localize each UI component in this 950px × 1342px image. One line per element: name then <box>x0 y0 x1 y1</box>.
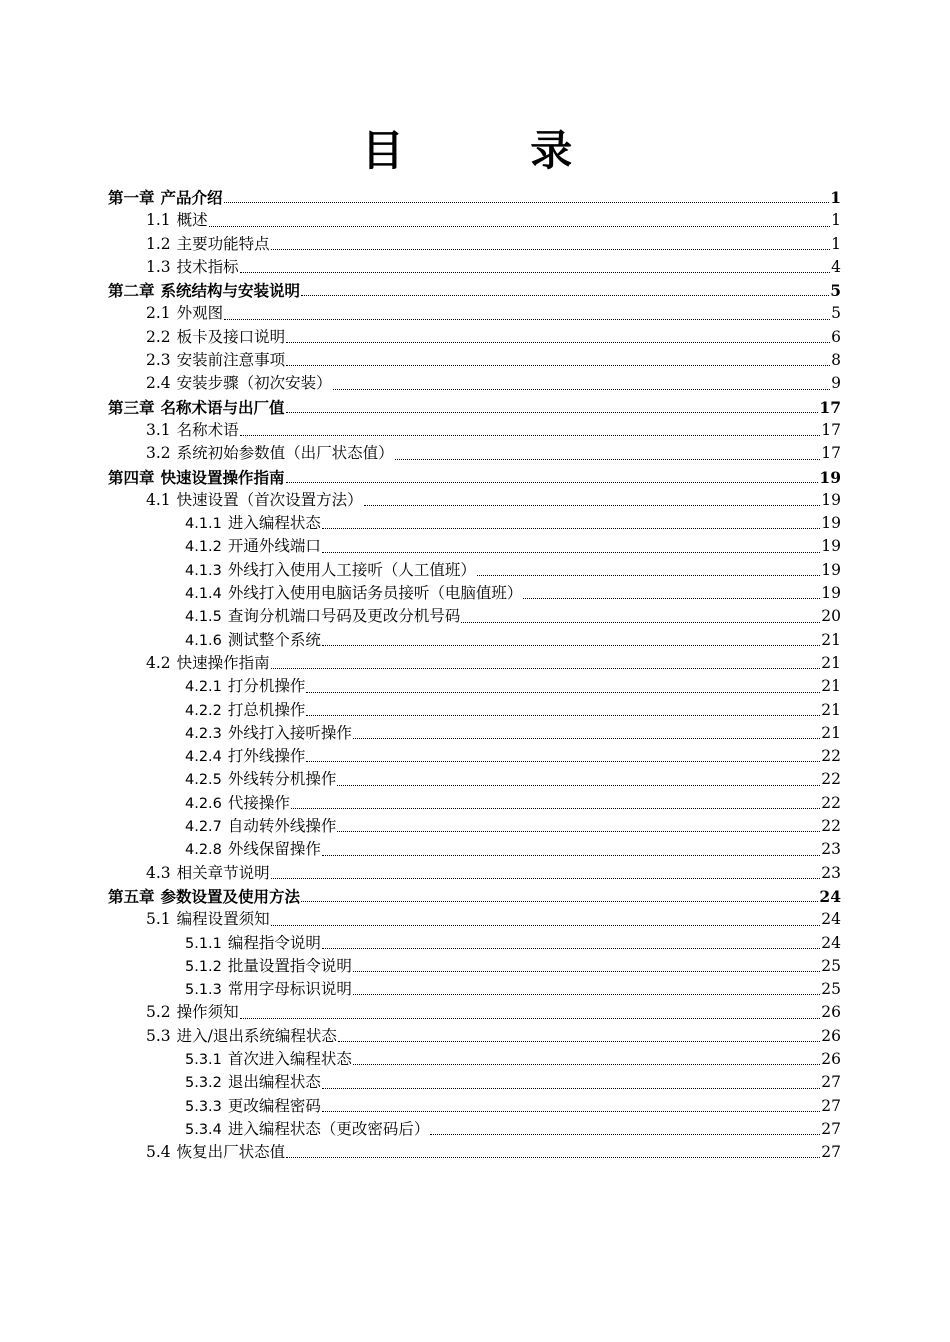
toc-entry[interactable] <box>108 722 841 745</box>
toc-entry-page-number: 17 <box>821 420 841 439</box>
dot-leader <box>523 598 820 599</box>
toc-entry-number: 4.2.7 <box>185 819 222 836</box>
dot-leader <box>271 925 821 926</box>
dot-leader <box>338 1041 820 1042</box>
toc-entry-page-number: 4 <box>831 257 841 276</box>
toc-entry-title: 操作须知 <box>176 1003 239 1022</box>
toc-entry[interactable] <box>108 1095 841 1118</box>
toc-entry[interactable] <box>108 419 841 442</box>
toc-entry[interactable] <box>108 768 841 791</box>
toc-entry[interactable] <box>108 1118 841 1141</box>
dot-leader <box>333 389 830 390</box>
toc-entry[interactable] <box>108 512 841 535</box>
toc-entry-title: 首次进入编程状态 <box>227 1049 352 1068</box>
toc-entry-number: 2.2 <box>146 327 171 346</box>
toc-entry[interactable] <box>108 372 841 395</box>
toc-entry-number: 第四章 <box>108 467 155 487</box>
toc-entry[interactable] <box>108 302 841 325</box>
dot-leader <box>224 319 830 320</box>
dot-leader <box>353 971 820 972</box>
toc-entry[interactable] <box>108 955 841 978</box>
toc-entry-title: 主要功能特点 <box>176 234 270 253</box>
toc-entry-title: 更改编程密码 <box>227 1096 321 1115</box>
dot-leader <box>322 855 820 856</box>
toc-entry-page-number: 22 <box>821 793 841 812</box>
toc-entry[interactable] <box>108 605 841 628</box>
toc-entry[interactable] <box>108 326 841 349</box>
toc-entry-page-number: 21 <box>821 677 841 696</box>
toc-entry-title: 外线转分机操作 <box>227 770 337 789</box>
dot-leader <box>240 272 830 273</box>
toc-entry-number: 1.2 <box>146 234 171 253</box>
toc-entry-page-number: 25 <box>821 980 841 999</box>
dot-leader <box>364 505 821 506</box>
toc-entry[interactable] <box>108 838 841 861</box>
toc-entry-page-number: 26 <box>821 1003 841 1022</box>
toc-entry-title: 退出编程状态 <box>227 1073 321 1092</box>
page-title: 目 录 <box>361 126 629 175</box>
toc-entry-page-number: 19 <box>821 537 841 556</box>
toc-entry-page-number: 19 <box>821 560 841 579</box>
dot-leader <box>306 761 820 762</box>
toc-entry-page-number: 1 <box>831 211 841 230</box>
toc-entry-title: 代接操作 <box>227 793 290 812</box>
toc-entry[interactable] <box>108 349 841 372</box>
toc-entry-page-number: 20 <box>821 607 841 626</box>
toc-entry[interactable] <box>108 442 841 465</box>
dot-leader <box>286 482 819 483</box>
toc-entry[interactable] <box>108 582 841 605</box>
toc-entry-title: 编程设置须知 <box>176 910 270 929</box>
toc-entry[interactable] <box>108 885 841 908</box>
toc-entry[interactable] <box>108 932 841 955</box>
toc-entry-page-number: 8 <box>831 351 841 370</box>
toc-entry-title: 进入编程状态 <box>227 514 321 533</box>
toc-entry-title: 外线打入接听操作 <box>227 723 352 742</box>
dot-leader <box>322 1088 820 1089</box>
toc-entry-number: 2.1 <box>146 304 171 323</box>
dot-leader <box>286 412 819 413</box>
toc-entry-page-number: 1 <box>831 234 841 253</box>
toc-entry-number: 2.3 <box>146 351 171 370</box>
toc-entry-number: 1.3 <box>146 257 171 276</box>
toc-entry-number: 4.2 <box>146 653 171 672</box>
toc-entry-page-number: 5 <box>830 281 841 301</box>
toc-entry-number: 5.3 <box>146 1026 171 1045</box>
toc-entry[interactable] <box>108 675 841 698</box>
toc-entry-number: 4.1.3 <box>185 562 222 579</box>
toc-entry[interactable] <box>108 792 841 815</box>
dot-leader <box>286 365 830 366</box>
toc-entry-title: 打总机操作 <box>227 700 306 719</box>
toc-entry[interactable] <box>108 1071 841 1094</box>
toc-entry-number: 3.2 <box>146 444 171 463</box>
toc-entry-page-number: 21 <box>821 700 841 719</box>
toc-entry-page-number: 27 <box>821 1073 841 1092</box>
toc-entry-number: 5.2 <box>146 1003 171 1022</box>
dot-leader <box>322 645 820 646</box>
toc-entry-number: 4.1.4 <box>185 586 222 603</box>
toc-entry[interactable] <box>108 652 841 675</box>
toc-entry[interactable] <box>108 233 841 256</box>
toc-entry-title: 进入/退出系统编程状态 <box>176 1026 337 1045</box>
dot-leader <box>306 715 820 716</box>
toc-entry[interactable] <box>108 535 841 558</box>
toc-entry-page-number: 27 <box>821 1096 841 1115</box>
toc-entry-title: 测试整个系统 <box>227 630 321 649</box>
dot-leader <box>322 948 820 949</box>
toc-entry-page-number: 17 <box>821 444 841 463</box>
toc-entry-number: 4.2.3 <box>185 725 222 742</box>
toc-entry-number: 2.4 <box>146 374 171 393</box>
toc-entry-page-number: 22 <box>821 770 841 789</box>
toc-entry-page-number: 19 <box>821 490 841 509</box>
toc-entry-page-number: 23 <box>821 863 841 882</box>
toc-entry-page-number: 24 <box>819 886 841 906</box>
dot-leader <box>291 808 820 809</box>
toc-entry-page-number: 25 <box>821 956 841 975</box>
toc-entry-number: 5.3.4 <box>185 1121 222 1138</box>
toc-entry-number: 4.2.6 <box>185 795 222 812</box>
toc-entry-title: 快速设置操作指南 <box>160 467 285 487</box>
toc-entry-title: 查询分机端口号码及更改分机号码 <box>227 607 461 626</box>
toc-entry[interactable] <box>108 699 841 722</box>
toc-entry-number: 4.1 <box>146 490 171 509</box>
dot-leader <box>322 1111 820 1112</box>
toc-entry-title: 恢复出厂状态值 <box>176 1143 286 1162</box>
toc-entry-page-number: 21 <box>821 653 841 672</box>
toc-entry-number: 5.1.3 <box>185 982 222 999</box>
toc-entry-title: 安装前注意事项 <box>176 351 286 370</box>
toc-entry[interactable] <box>108 1141 841 1164</box>
toc-entry-title: 开通外线端口 <box>227 537 321 556</box>
toc-entry-page-number: 22 <box>821 747 841 766</box>
toc-entry-number: 5.4 <box>146 1143 171 1162</box>
toc-entry[interactable] <box>108 908 841 931</box>
toc-entry[interactable] <box>108 745 841 768</box>
dot-leader <box>337 785 820 786</box>
toc-entry-page-number: 19 <box>821 584 841 603</box>
toc-entry-page-number: 9 <box>831 374 841 393</box>
toc-entry-number: 第二章 <box>108 281 155 301</box>
toc-entry-title: 参数设置及使用方法 <box>160 886 301 906</box>
toc-entry-page-number: 5 <box>831 304 841 323</box>
toc-entry[interactable] <box>108 629 841 652</box>
toc-entry-title: 打外线操作 <box>227 747 306 766</box>
toc-entry[interactable] <box>108 1001 841 1024</box>
toc-entry-page-number: 6 <box>831 327 841 346</box>
toc-entry-number: 1.1 <box>146 211 171 230</box>
toc-entry-page-number: 24 <box>821 910 841 929</box>
dot-leader <box>286 1157 820 1158</box>
toc-entry-page-number: 19 <box>819 467 841 487</box>
dot-leader <box>461 622 820 623</box>
toc-entry-number: 5.3.1 <box>185 1051 222 1068</box>
toc-entry-title: 外线打入使用人工接听（人工值班） <box>227 560 476 579</box>
toc-entry-page-number: 22 <box>821 817 841 836</box>
dot-leader <box>353 994 820 995</box>
toc-entry-number: 5.1.1 <box>185 935 222 952</box>
toc-entry-title: 批量设置指令说明 <box>227 956 352 975</box>
toc-entry-title: 概述 <box>176 211 208 230</box>
toc-entry[interactable] <box>108 1025 841 1048</box>
toc-entry-title: 名称术语与出厂值 <box>160 397 285 417</box>
dot-leader <box>322 552 820 553</box>
dot-leader <box>353 1064 820 1065</box>
toc-entry-page-number: 27 <box>821 1119 841 1138</box>
table-of-contents <box>108 186 841 1164</box>
toc-entry-title: 编程指令说明 <box>227 933 321 952</box>
toc-entry-title: 技术指标 <box>176 257 239 276</box>
toc-entry-title: 系统初始参数值（出厂状态值） <box>176 444 394 463</box>
toc-entry[interactable] <box>108 862 841 885</box>
toc-entry-number: 3.1 <box>146 420 171 439</box>
dot-leader <box>395 459 821 460</box>
toc-entry-page-number: 21 <box>821 630 841 649</box>
toc-entry-page-number: 24 <box>821 933 841 952</box>
toc-entry-title: 进入编程状态（更改密码后） <box>227 1119 430 1138</box>
toc-entry-title: 外线打入使用电脑话务员接听（电脑值班） <box>227 584 523 603</box>
toc-entry-title: 外观图 <box>176 304 224 323</box>
toc-entry-number: 4.3 <box>146 863 171 882</box>
toc-entry[interactable] <box>108 489 841 512</box>
toc-entry-title: 产品介绍 <box>160 188 223 207</box>
dot-leader <box>286 342 830 343</box>
toc-entry[interactable] <box>108 396 841 419</box>
toc-entry-number: 5.1 <box>146 910 171 929</box>
toc-entry[interactable] <box>108 1048 841 1071</box>
toc-entry-page-number: 27 <box>821 1143 841 1162</box>
dot-leader <box>477 575 820 576</box>
dot-leader <box>301 901 818 902</box>
dot-leader <box>209 226 830 227</box>
toc-entry-title: 板卡及接口说明 <box>176 327 286 346</box>
toc-entry[interactable] <box>108 466 841 489</box>
dot-leader <box>337 831 820 832</box>
toc-entry-number: 4.2.2 <box>185 702 222 719</box>
toc-entry-number: 4.2.8 <box>185 842 222 859</box>
toc-entry-title: 系统结构与安装说明 <box>160 281 301 301</box>
toc-entry-page-number: 26 <box>821 1026 841 1045</box>
toc-entry-title: 打分机操作 <box>227 677 306 696</box>
dot-leader <box>306 692 820 693</box>
toc-entry-number: 第三章 <box>108 397 155 417</box>
toc-entry-title: 相关章节说明 <box>176 863 270 882</box>
dot-leader <box>240 1018 821 1019</box>
toc-entry-page-number: 17 <box>819 397 841 417</box>
toc-entry[interactable] <box>108 186 841 209</box>
toc-entry[interactable] <box>108 559 841 582</box>
dot-leader <box>271 878 821 879</box>
toc-entry-page-number: 1 <box>830 188 841 207</box>
toc-entry-title: 安装步骤（初次安装） <box>176 374 332 393</box>
toc-entry-number: 4.2.5 <box>185 772 222 789</box>
dot-leader <box>271 668 821 669</box>
dot-leader <box>271 249 830 250</box>
toc-entry-number: 4.1.2 <box>185 539 222 556</box>
toc-entry-number: 4.2.1 <box>185 679 222 696</box>
toc-entry-title: 名称术语 <box>176 420 239 439</box>
toc-entry-number: 4.1.5 <box>185 609 222 626</box>
dot-leader <box>430 1134 820 1135</box>
toc-entry-number: 4.2.4 <box>185 749 222 766</box>
toc-entry[interactable] <box>108 279 841 302</box>
toc-entry-title: 快速设置（首次设置方法） <box>176 490 363 509</box>
toc-entry-title: 外线保留操作 <box>227 840 321 859</box>
toc-entry-number: 4.1.6 <box>185 632 222 649</box>
toc-entry-number: 5.1.2 <box>185 958 222 975</box>
toc-entry-page-number: 26 <box>821 1049 841 1068</box>
toc-entry[interactable] <box>108 815 841 838</box>
toc-entry-number: 5.3.2 <box>185 1075 222 1092</box>
dot-leader <box>240 435 821 436</box>
toc-entry-title: 自动转外线操作 <box>227 817 337 836</box>
toc-entry[interactable] <box>108 978 841 1001</box>
toc-entry-title: 快速操作指南 <box>176 653 270 672</box>
toc-entry[interactable] <box>108 209 841 232</box>
dot-leader <box>322 528 820 529</box>
toc-entry-page-number: 19 <box>821 514 841 533</box>
dot-leader <box>353 738 820 739</box>
dot-leader <box>301 295 829 296</box>
toc-entry-title: 常用字母标识说明 <box>227 980 352 999</box>
toc-entry-number: 第一章 <box>108 188 155 207</box>
toc-entry-page-number: 23 <box>821 840 841 859</box>
toc-entry-number: 第五章 <box>108 886 155 906</box>
dot-leader <box>224 202 830 203</box>
toc-entry-page-number: 21 <box>821 723 841 742</box>
toc-entry[interactable] <box>108 256 841 279</box>
toc-entry-number: 4.1.1 <box>185 516 222 533</box>
toc-entry-number: 5.3.3 <box>185 1098 222 1115</box>
